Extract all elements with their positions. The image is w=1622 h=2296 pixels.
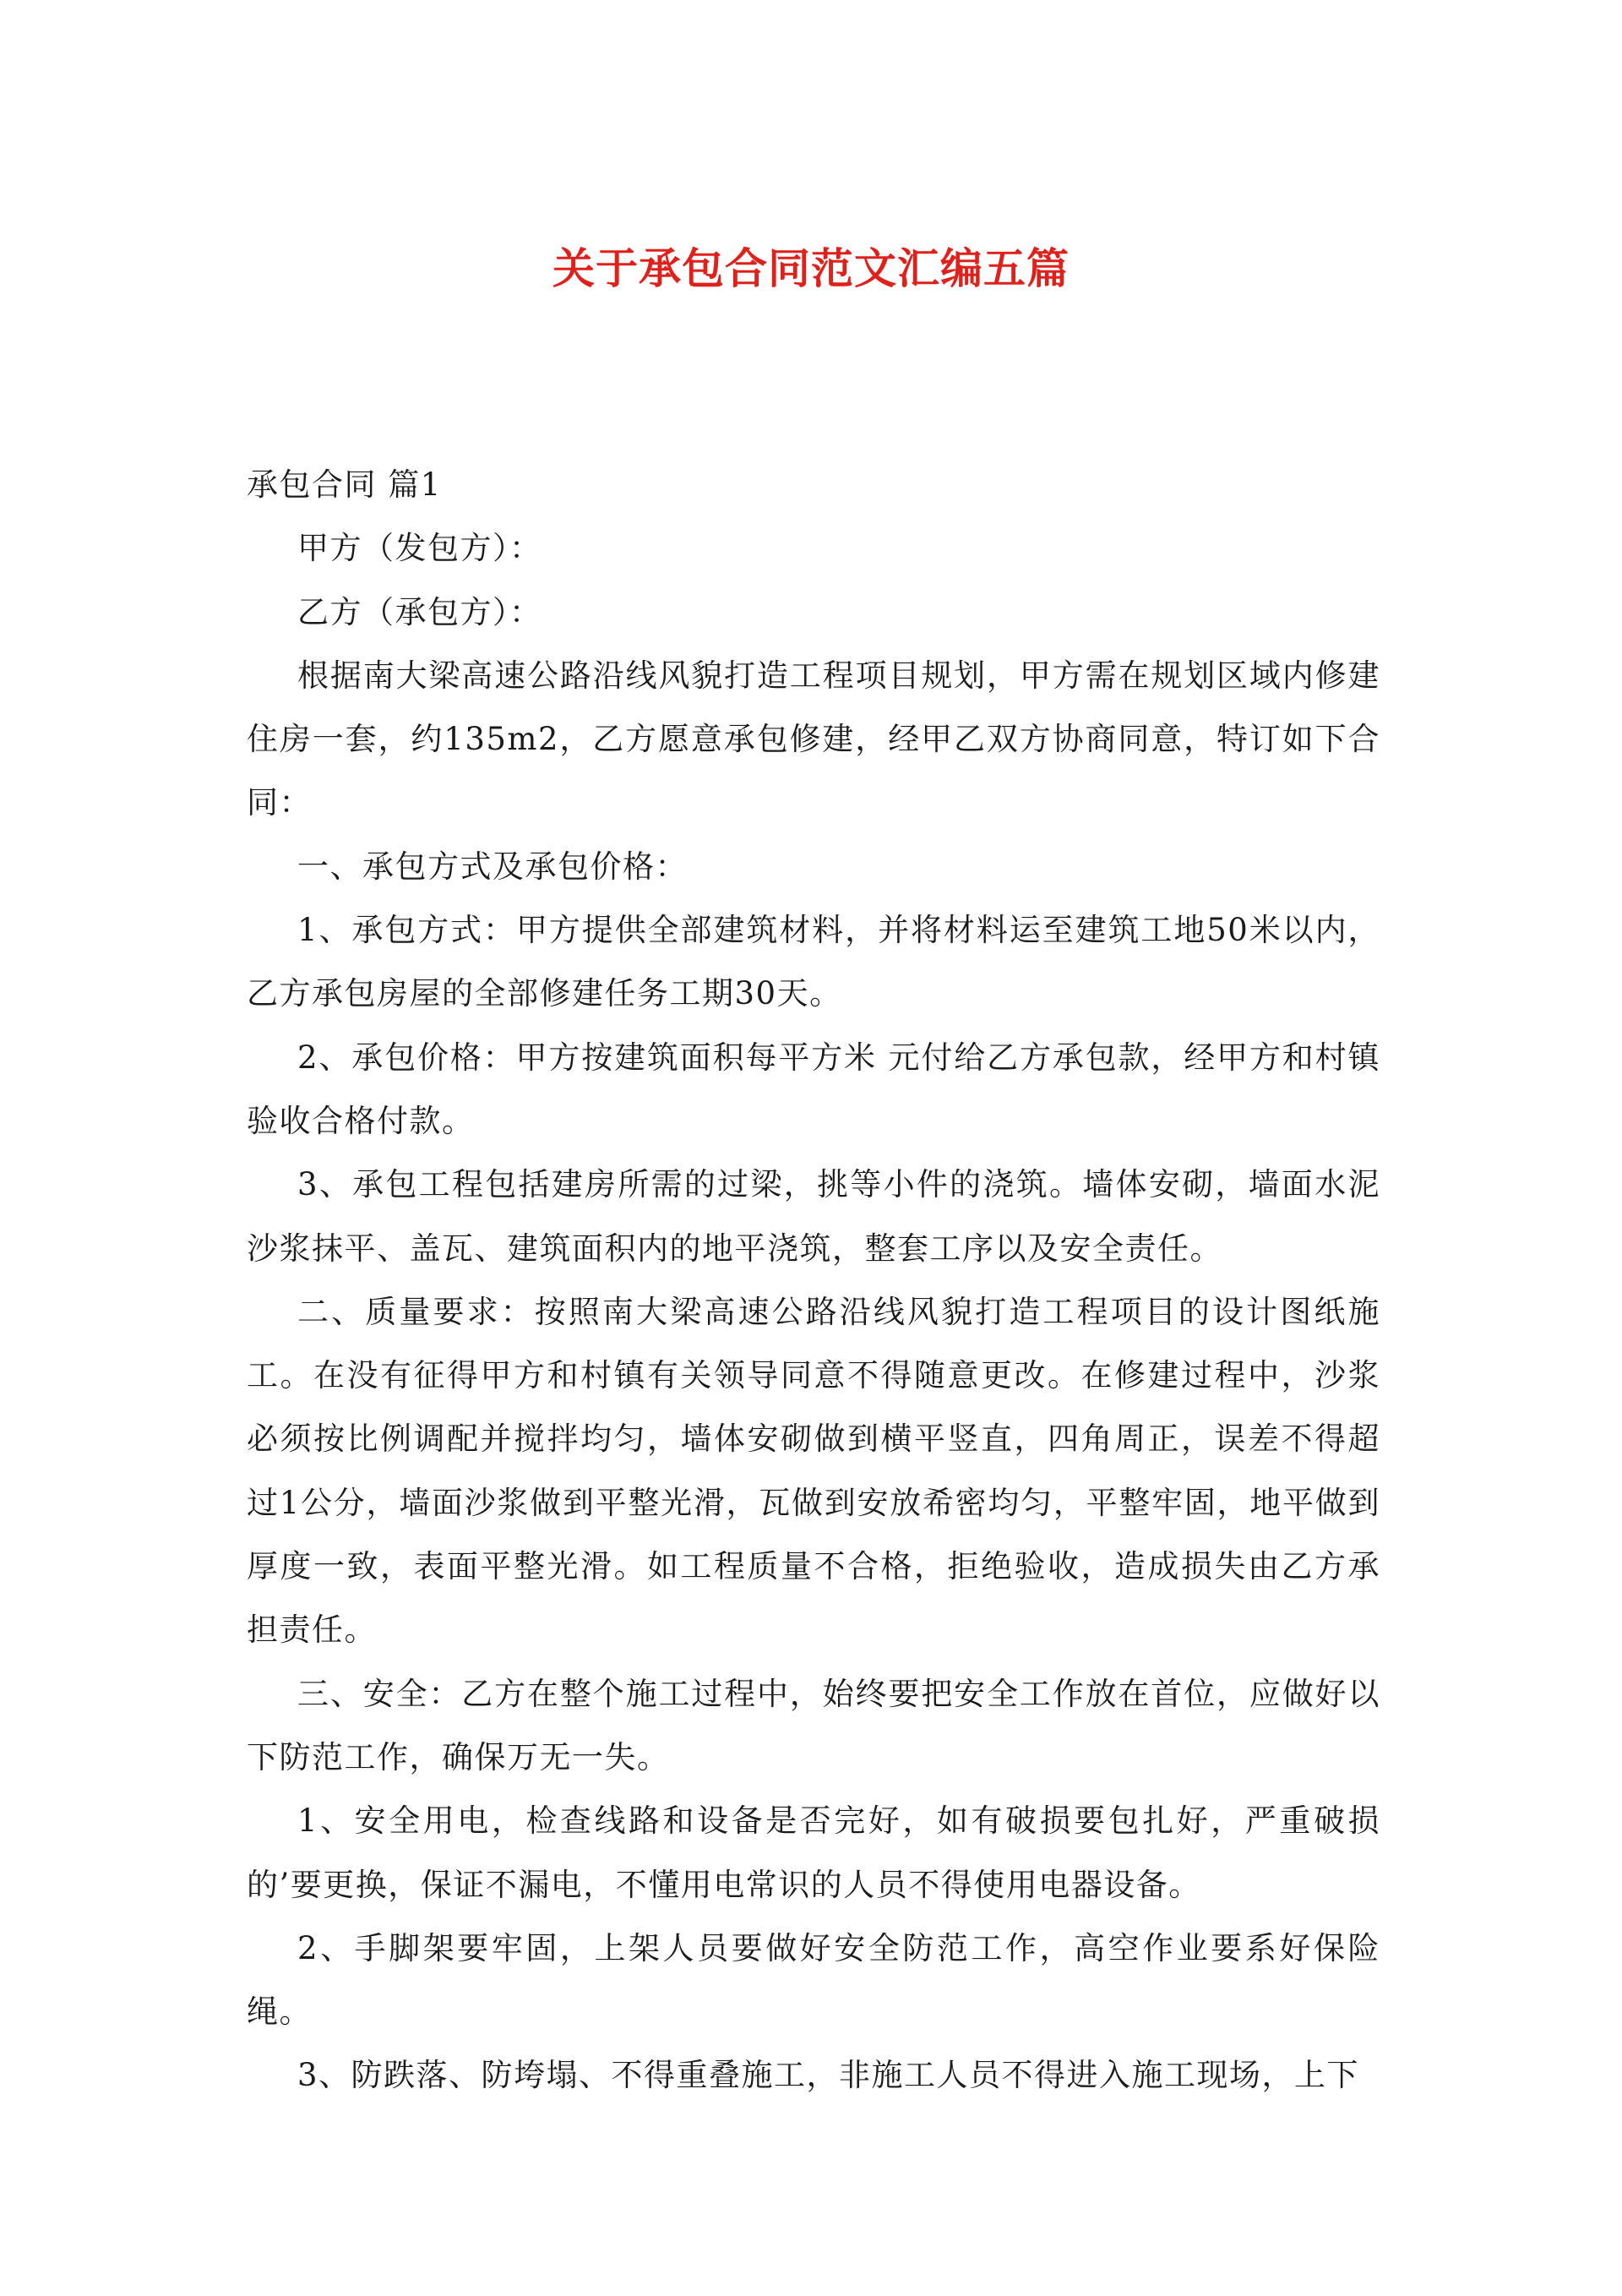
paragraph-clause-3-1: 1、安全用电，检查线路和设备是否完好，如有破损要包扎好，严重破损的’要更换，保证不漏电，不懂用电常识的人员不得使用电器设备。	[247, 1802, 1380, 1903]
paragraph-party-b: 乙方（承包方）：	[297, 593, 542, 630]
document-body	[247, 453, 1380, 2108]
paragraph-preamble: 根据南大梁高速公路沿线风貌打造工程项目规划，甲方需在规划区域内修建住房一套，约135m2，乙方愿意承包修建，经甲乙双方协商同意，特订如下合同：	[247, 657, 1380, 821]
document-title: 关于承包合同范文汇编五篇	[552, 243, 1070, 293]
paragraph-clause-3-safety: 三、安全：乙方在整个施工过程中，始终要把安全工作放在首位，应做好以下防范工作，确保万无一失。	[247, 1675, 1380, 1775]
paragraph-clause-1-2: 2、承包价格：甲方按建筑面积每平方米 元付给乙方承包款，经甲方和村镇验收合格付款。	[247, 1039, 1380, 1139]
paragraph-clause-3-3: 3、防跌落、防垮塌、不得重叠施工，非施工人员不得进入施工现场，上下	[297, 2057, 1360, 2094]
paragraph-clause-1-heading: 一、承包方式及承包价格：	[297, 848, 688, 885]
paragraph-clause-3-2: 2、手脚架要牢固，上架人员要做好安全防范工作，高空作业要系好保险绳。	[247, 1929, 1380, 2031]
paragraph-clause-1-1: 1、承包方式：甲方提供全部建筑材料，并将材料运至建筑工地50米以内，乙方承包房屋的全部修建任务工期30天。	[247, 912, 1380, 1012]
section-heading: 承包合同 篇1	[247, 466, 442, 503]
paragraph-party-a: 甲方（发包方）：	[297, 530, 542, 567]
paragraph-clause-1-3: 3、承包工程包括建房所需的过梁，挑等小件的浇筑。墙体安砌，墙面水泥沙浆抹平、盖瓦、建筑面积内的地平浇筑，整套工序以及安全责任。	[247, 1166, 1380, 1267]
paragraph-clause-2-quality: 二、质量要求：按照南大梁高速公路沿线风貌打造工程项目的设计图纸施工。在没有征得甲方和村镇有关领导同意不得随意更改。在修建过程中，沙浆必须按比例调配并搅拌均匀，墙体安砌做到横平竖直，四角周正，误差不得超过1公分，墙面沙浆做到平整光滑，瓦做到安放希密均匀，平整牢固，地平做到厚度一致，表面平整光滑。如工程质量不合格，拒绝验收，造成损失由乙方承担责任。	[247, 1293, 1380, 1649]
